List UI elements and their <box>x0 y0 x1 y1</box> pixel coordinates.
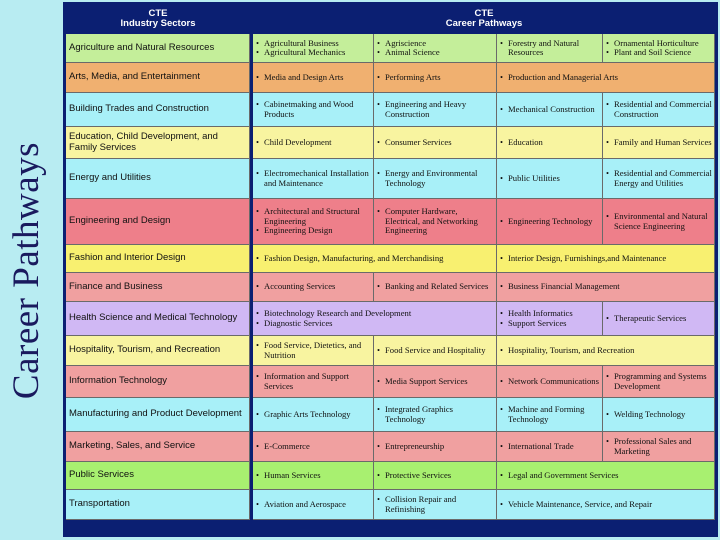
pathway-item: • Public Utilities <box>500 174 600 184</box>
pathway-cell <box>497 336 715 366</box>
pathway-cell <box>497 199 603 245</box>
pathway-cell <box>603 159 715 199</box>
pathway-cell <box>497 432 603 462</box>
sector-cell: Education, Child Development, and Family Services <box>66 127 250 159</box>
pathway-item: • Residential and Commercial Construction <box>606 100 712 119</box>
pathway-item: • Production and Managerial Arts <box>500 73 712 83</box>
pathway-item: • Computer Hardware, Electrical, and Networking Engineering <box>377 207 494 236</box>
pathway-cell <box>497 462 715 490</box>
pathway-cell <box>253 302 497 336</box>
pathway-item: • Mechanical Construction <box>500 105 600 115</box>
sector-cell: Finance and Business <box>66 273 250 302</box>
pathway-item: • Hospitality, Tourism, and Recreation <box>500 346 712 356</box>
sector-cell: Engineering and Design <box>66 199 250 245</box>
pathway-cell <box>253 398 374 432</box>
pathway-item: • Residential and Commercial Energy and Utilities <box>606 169 712 188</box>
pathway-cell <box>253 336 374 366</box>
pathway-item: • Food Service, Dietetics, and Nutrition <box>256 341 371 360</box>
pathway-cell <box>253 34 374 63</box>
pathway-cell <box>374 273 497 302</box>
pathway-item: • Media and Design Arts <box>256 73 371 83</box>
pathway-item: • Aviation and Aerospace <box>256 500 371 510</box>
pathway-item: • Engineering Technology <box>500 217 600 227</box>
sector-cell: Transportation <box>66 490 250 520</box>
pathway-cell <box>497 127 603 159</box>
pathway-item: • Animal Science <box>377 48 494 58</box>
pathway-cell <box>497 490 715 520</box>
pathway-cell <box>374 199 497 245</box>
pathway-cell <box>253 63 374 93</box>
pathway-cell <box>497 63 715 93</box>
pathway-cell <box>374 63 497 93</box>
pathway-item: • Business Financial Management <box>500 282 712 292</box>
sector-cell: Energy and Utilities <box>66 159 250 199</box>
sector-cell: Agriculture and Natural Resources <box>66 34 250 63</box>
pathway-cell <box>497 273 715 302</box>
sector-cell: Marketing, Sales, and Service <box>66 432 250 462</box>
pathway-cell <box>374 93 497 127</box>
pathway-cell <box>253 245 497 273</box>
pathway-item: • Entrepreneurship <box>377 442 494 452</box>
pathway-item: • Network Communications <box>500 377 600 387</box>
pathway-item: • Agricultural Business <box>256 39 371 49</box>
pathway-item: • Plant and Soil Science <box>606 48 712 58</box>
pathway-cell <box>603 366 715 398</box>
side-title <box>6 0 48 540</box>
pathway-cell <box>497 302 603 336</box>
pathway-item: • E-Commerce <box>256 442 371 452</box>
pathway-cell <box>603 34 715 63</box>
pathway-cell <box>497 398 603 432</box>
pathway-item: • Integrated Graphics Technology <box>377 405 494 424</box>
pathway-cell <box>497 34 603 63</box>
pathway-cell <box>374 462 497 490</box>
pathway-item: • Architectural and Structural Engineering <box>256 207 371 226</box>
pathway-cell <box>603 93 715 127</box>
pathway-item: • Human Services <box>256 471 371 481</box>
pathway-item: • Legal and Government Services <box>500 471 712 481</box>
header-pathways-line2: Career Pathways <box>445 17 523 29</box>
pathway-cell <box>253 159 374 199</box>
pathway-item: • Fashion Design, Manufacturing, and Merchandising <box>256 254 494 264</box>
pathway-item: • Environmental and Natural Science Engineering <box>606 212 712 231</box>
career-pathways-table <box>63 2 718 537</box>
pathway-cell <box>374 432 497 462</box>
header-sectors-line1: CTE <box>148 7 168 19</box>
sector-cell: Fashion and Interior Design <box>66 245 250 273</box>
pathway-cell <box>253 93 374 127</box>
pathway-item: • International Trade <box>500 442 600 452</box>
pathway-cell <box>253 366 374 398</box>
pathway-item: • Biotechnology Research and Development <box>256 309 494 319</box>
sector-cell: Manufacturing and Product Development <box>66 398 250 432</box>
pathway-cell <box>603 199 715 245</box>
pathway-item: • Programming and Systems Development <box>606 372 712 391</box>
pathway-item: • Welding Technology <box>606 410 712 420</box>
pathway-cell <box>603 398 715 432</box>
pathway-item: • Professional Sales and Marketing <box>606 437 712 456</box>
sector-cell: Public Services <box>66 462 250 490</box>
sector-cell: Health Science and Medical Technology <box>66 302 250 336</box>
pathway-cell <box>603 127 715 159</box>
side-title-text: Career Pathways <box>6 141 48 399</box>
pathway-item: • Agricultural Mechanics <box>256 48 371 58</box>
pathway-item: • Diagnostic Services <box>256 319 494 329</box>
pathway-item: • Graphic Arts Technology <box>256 410 371 420</box>
pathway-item: • Support Services <box>500 319 600 329</box>
pathway-item: • Banking and Related Services <box>377 282 494 292</box>
pathway-item: • Engineering Design <box>256 226 371 236</box>
pathway-cell <box>374 159 497 199</box>
sector-cell: Hospitality, Tourism, and Recreation <box>66 336 250 366</box>
header-pathways-line1: CTE <box>474 7 494 19</box>
pathway-item: • Ornamental Horticulture <box>606 39 712 49</box>
pathway-item: • Cabinetmaking and Wood Products <box>256 100 371 119</box>
pathway-item: • Family and Human Services <box>606 138 712 148</box>
pathway-cell <box>603 432 715 462</box>
pathway-item: • Health Informatics <box>500 309 600 319</box>
sector-cell: Information Technology <box>66 366 250 398</box>
pathway-cell <box>253 199 374 245</box>
pathway-item: • Therapeutic Services <box>606 314 712 324</box>
pathway-item: • Child Development <box>256 138 371 148</box>
pathway-cell <box>497 93 603 127</box>
pathway-item: • Accounting Services <box>256 282 371 292</box>
pathway-cell <box>603 302 715 336</box>
pathway-cell <box>253 432 374 462</box>
pathway-item: • Electromechanical Installation and Maintenance <box>256 169 371 188</box>
pathway-cell <box>253 490 374 520</box>
header-sectors-line2: Industry Sectors <box>120 17 196 29</box>
pathway-item: • Protective Services <box>377 471 494 481</box>
pathway-cell <box>253 273 374 302</box>
pathway-cell <box>253 462 374 490</box>
pathway-cell <box>374 398 497 432</box>
sector-cell: Building Trades and Construction <box>66 93 250 127</box>
pathway-cell <box>374 127 497 159</box>
header-career-pathways <box>253 5 715 32</box>
pathway-item: • Interior Design, Furnishings,and Maintenance <box>500 254 712 264</box>
pathway-cell <box>374 366 497 398</box>
sector-cell: Arts, Media, and Entertainment <box>66 63 250 93</box>
pathway-cell <box>374 336 497 366</box>
pathway-item: • Machine and Forming Technology <box>500 405 600 424</box>
pathway-cell <box>374 490 497 520</box>
pathway-item: • Education <box>500 138 600 148</box>
pathway-cell <box>497 245 715 273</box>
pathway-item: • Agriscience <box>377 39 494 49</box>
pathway-item: • Media Support Services <box>377 377 494 387</box>
pathway-cell <box>497 366 603 398</box>
pathway-item: • Performing Arts <box>377 73 494 83</box>
pathway-cell <box>497 159 603 199</box>
pathway-cell <box>253 127 374 159</box>
header-industry-sectors <box>66 5 250 32</box>
pathway-item: • Consumer Services <box>377 138 494 148</box>
pathway-item: • Engineering and Heavy Construction <box>377 100 494 119</box>
pathway-item: • Collision Repair and Refinishing <box>377 495 494 514</box>
pathway-cell <box>374 34 497 63</box>
pathway-item: • Forestry and Natural Resources <box>500 39 600 58</box>
pathway-item: • Food Service and Hospitality <box>377 346 494 356</box>
pathway-item: • Energy and Environmental Technology <box>377 169 494 188</box>
pathway-item: • Vehicle Maintenance, Service, and Repair <box>500 500 712 510</box>
table-body <box>66 5 715 534</box>
pathway-item: • Information and Support Services <box>256 372 371 391</box>
